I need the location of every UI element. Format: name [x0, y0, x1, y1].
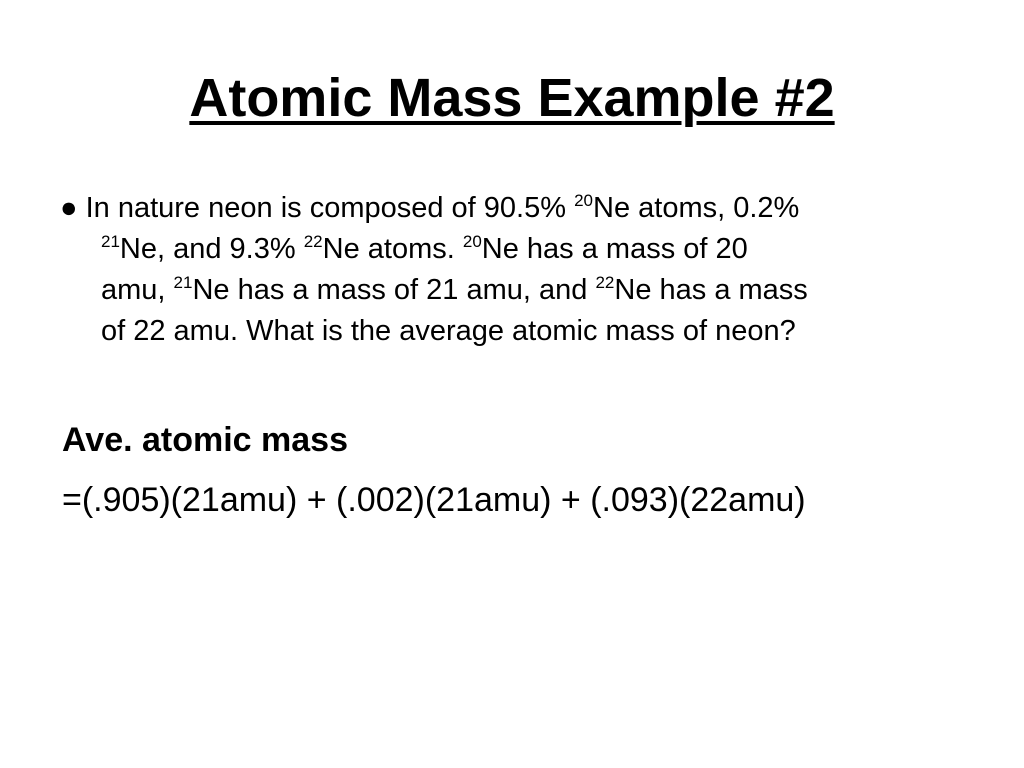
problem-text: Ne, and 9.3% [119, 233, 304, 265]
problem-text: Ne has a mass of 21 amu, and [192, 274, 596, 306]
mass-number: 22 [303, 232, 323, 251]
mass-number: 20 [462, 232, 482, 251]
problem-text: amu, [101, 274, 174, 306]
problem-statement [60, 188, 980, 352]
slide-title [0, 62, 1024, 134]
slide-title-text: Atomic Mass Example #2 [189, 68, 835, 128]
mass-number: 21 [173, 273, 193, 292]
mass-number: 20 [574, 191, 593, 210]
problem-text: of 22 amu. What is the average atomic mass of neon? [101, 315, 796, 347]
answer-equation: =(.905)(21amu) + (.002)(21amu) + (.093)(22amu) [62, 481, 806, 519]
problem-text: Ne has a mass [614, 274, 808, 306]
mass-number: 22 [595, 273, 615, 292]
problem-text: In nature neon is composed of 90.5% [85, 192, 575, 224]
answer-label: Ave. atomic mass [62, 421, 348, 459]
problem-text: Ne has a mass of 20 [481, 233, 748, 265]
problem-line-1 [60, 188, 980, 229]
problem-line-3 [60, 270, 980, 311]
problem-text: Ne atoms, 0.2% [593, 192, 800, 224]
problem-text: Ne atoms. [322, 233, 463, 265]
mass-number: 21 [101, 232, 120, 251]
problem-line-4 [60, 311, 980, 352]
problem-line-2 [60, 229, 980, 270]
bullet-icon: ● [60, 192, 78, 224]
